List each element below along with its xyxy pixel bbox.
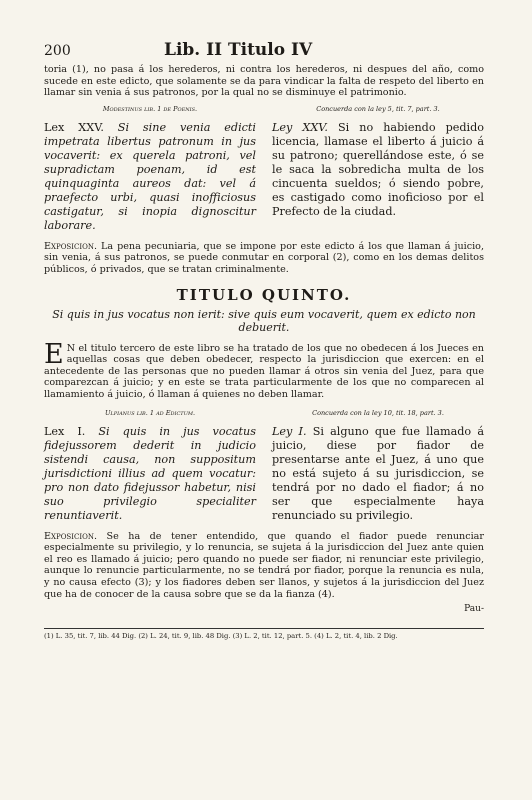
latin-column	[44, 409, 256, 523]
spanish-source: Concuerda con la ley 10, tit. 18, part. 3.	[312, 408, 444, 417]
spanish-law-body: Si alguno que fue llamado á juicio, diese por fiador de presentarse ante el Juez, á uno que no está sujeto á su jurisdiccion, se tendrá por no dado el fiador; á no ser que especialmente haya renunciado su privilegio.	[272, 424, 485, 522]
law-1-columns	[44, 409, 484, 523]
latin-source: Ulpianus lib. 1 ad Edictum.	[104, 408, 196, 417]
intro-text: N el titulo tercero de este libro se ha tratado de los que no obedecen á los Jueces en aquellas cosas que deben obedecer, respecto la jurisdiccion que exercen: en el antecedente de las personas que no pueden llamar á otros sin venia del Juez, para que comparezcan á juicio; y en este se trata particularmente de los que no comparecen al llamamiento á juicio, ó llaman á quienes no deben llamar.	[44, 342, 484, 400]
chapter-title: TITULO QUINTO.	[176, 285, 352, 304]
exposition-1	[44, 241, 484, 276]
latin-law-text	[44, 121, 256, 233]
latin-source: Modestinus lib. 1 de Poenis.	[102, 104, 198, 113]
page-header	[44, 40, 484, 64]
spanish-source: Concuerda con la ley 5, tit. 7, part. 3.	[316, 104, 440, 113]
latin-law-number: Lex XXV.	[44, 120, 104, 134]
drop-cap: E	[44, 338, 64, 370]
latin-law-body: Si sine venia edicti impetrata libertus patronum in jus vocaverit: ex querela patroni, vel supradictam poenam, id est quinquaginta aureos dat: vel á praefecto urbi, quasi inofficiosus castigatur, si inopia dignoscitur laborare.	[44, 120, 256, 232]
spanish-law-text	[272, 425, 484, 523]
latin-law-body: Si quis in jus vocatus fidejussorem dederit in judicio sistendi causa, non suppositum jurisdictioni illius ad quem vocatur: pro non dato fidejussor habetur, nisi suo privilegio specialiter renuntiaverit.	[44, 424, 256, 522]
law-25-columns	[44, 105, 484, 233]
footnote-rule	[44, 628, 484, 629]
intro-paragraph	[44, 338, 484, 401]
running-title: Lib. II Titulo IV	[164, 40, 313, 60]
spanish-law-number: Ley XXV.	[272, 120, 328, 134]
exposition-label: Exposicion.	[44, 240, 98, 252]
spanish-law-text	[272, 121, 484, 219]
top-paragraph: toria (1), no pasa á los herederos, ni contra los herederos, ni despues del año, como sucede en este edicto, que solamente se da para vindicar la falta de respeto del liberto en llamar sin venia á sus patronos, por la qual no se disminuye el patrimonio.	[44, 64, 484, 99]
page-number: 200	[44, 43, 71, 59]
exposition-body: La pena pecuniaria, que se impone por este edicto á los que llaman á juicio, sin venia, á sus patronos, se puede conmutar en corporal (2), como en los demas delitos públicos, ó privados, que se tratan criminalmente.	[44, 240, 485, 275]
catchword: Pau-	[464, 604, 484, 615]
spanish-law-number: Ley I.	[272, 424, 307, 438]
footnotes: (1) L. 35, tit. 7, lib. 44 Dig. (2) L. 24, tit. 9, lib. 48 Dig. (3) L. 2, tit. 12, part. 5. (4) L. 2, tit. 4, lib. 2 Dig.	[44, 632, 398, 641]
chapter-subtitle: Si quis in jus vocatus non ierit: sive quis eum vocaverit, quem ex edicto non debuerit.	[52, 307, 476, 335]
spanish-column	[272, 105, 484, 233]
latin-column	[44, 105, 256, 233]
spanish-law-body: Si no habiendo pedido licencia, llamase el liberto á juicio á su patrono; querellándose este, ó se le saca la sobredicha multa de los cincuenta sueldos; ó siendo pobre, es castigado como inoficioso por el Prefecto de la ciudad.	[272, 120, 484, 218]
exposition-body: Se ha de tener entendido, que quando el fiador puede renunciar especialmente su privilegio, y lo renuncia, se sujeta á la jurisdiccion del Juez ante quien el reo es llamado á juicio; pero quando no puede ser fiador, ni renunciar este privilegio, aunque lo renuncie particularmente, no se tendrá por fiador, porque la renuncia es nula, y no causa efecto (3); y los fiadores deben ser llanos, y sujetos á la jurisdiccion del Juez que ha de conocer de la causa sobre que se da la fianza (4).	[44, 530, 484, 600]
exposition-label: Exposicion.	[44, 530, 98, 542]
latin-law-text	[44, 425, 256, 523]
book-page	[44, 40, 484, 640]
exposition-2	[44, 531, 484, 601]
latin-law-number: Lex I.	[44, 424, 86, 438]
spanish-column	[272, 409, 484, 523]
